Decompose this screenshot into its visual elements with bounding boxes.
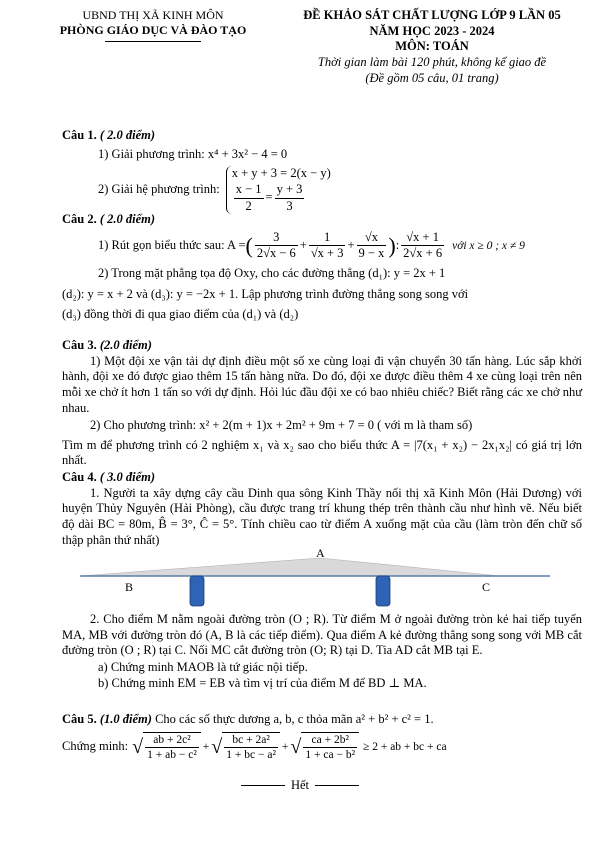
exam-title: ĐỀ KHẢO SÁT CHẤT LƯỢNG LỚP 9 LẦN 05 xyxy=(303,8,561,22)
question-3 xyxy=(62,338,582,469)
system-brace xyxy=(226,166,331,214)
subject: MÔN: TOÁN xyxy=(395,39,469,54)
q1-title: Câu 1. xyxy=(62,128,97,142)
q4-points: ( 3.0 điểm) xyxy=(99,470,156,484)
q5-intro: Cho các số thực dương a, b, c thỏa mãn a² + b² + c² = 1. xyxy=(155,712,434,726)
q4-title: Câu 4. xyxy=(62,470,97,484)
q2-part2-line3: (d₃) đồng thời đi qua giao điểm của (d₁) và (d₂) xyxy=(62,307,299,322)
q3-part2-line1: 2) Cho phương trình: x² + 2(m + 1)x + 2m² + 9m + 7 = 0 ( với m là tham số) xyxy=(90,418,473,433)
q1-part2-label: 2) Giải hệ phương trình: xyxy=(98,182,220,197)
point-c-label: C xyxy=(482,580,491,594)
q4-part2a: a) Chứng minh MAOB là tứ giác nội tiếp. xyxy=(98,659,308,674)
q2-frac-2: $\frac{1}{√x + 3}$ xyxy=(310,229,344,261)
q3-part2-line2: Tìm m để phương trình có 2 nghiệm x₁ và x₂ sao cho biểu thức A = |7(x₁ + x₂) − 2x₁x₂| có giá trị lớn nhất. xyxy=(62,437,582,468)
header-right xyxy=(282,8,582,86)
eq2-right-frac: $\frac{y + 3}{3}$ xyxy=(276,181,303,213)
q5-title: Câu 5. xyxy=(62,712,97,726)
question-5 xyxy=(62,712,582,762)
bridge-truss xyxy=(80,558,500,576)
footer-rule-left xyxy=(241,785,285,786)
header-divider xyxy=(105,41,201,42)
time-limit: Thời gian làm bài 120 phút, không kể giao đề xyxy=(317,54,547,69)
q2-frac-3: $\frac{√x}{9 - x}$ xyxy=(358,229,385,261)
q2-points: ( 2.0 điểm) xyxy=(99,212,156,226)
q5-prove-label: Chứng minh: xyxy=(62,739,129,754)
question-4 xyxy=(62,470,582,548)
footer-rule-right xyxy=(315,785,359,786)
header-left xyxy=(38,8,268,42)
q2-condition: với x ≥ 0 ; x ≠ 9 xyxy=(452,239,525,252)
q2-part2-line2: (d₂): y = x + 2 và (d₃): y = −2x + 1. Lập phương trình đường thẳng song song với xyxy=(62,286,469,301)
q5-rhs: ≥ 2 + ab + bc + ca xyxy=(363,740,447,753)
q2-frac-4: $\frac{√x + 1}{2√x + 6}$ xyxy=(403,229,443,261)
q4-part2: 2. Cho điểm M nằm ngoài đường tròn (O ; R). Từ điểm M ở ngoài đường tròn kẻ hai tiếp tuyến MA, MB với đường tròn đó (A, B là các tiếp điểm). Qua điểm A kẻ đường thẳng song song với MB cắt đường tròn (O ; R) tại C. Nối MC cắt đường tròn (O; R) tại D. Tia AD cắt MB tại E. xyxy=(62,612,582,658)
point-a-label: A xyxy=(316,548,325,560)
q5-points: (1.0 điểm) xyxy=(99,712,152,726)
q4-part1: 1. Người ta xây dựng cây cầu Dinh qua sông Kinh Thầy nối thị xã Kinh Môn (Hải Dương) với huyện Thủy Nguyên (Hải Phòng), cầu được trang trí khung thép trên thành cầu như hình vẽ. Nếu biết độ dài BC = 80m, B̂ = 3°, Ĉ = 5°. Tính chiều cao từ điểm A xuống mặt của cầu (làm tròn đến chữ số thập phân thứ nhất) xyxy=(62,485,582,547)
bridge-diagram xyxy=(30,548,575,618)
question-4-part2 xyxy=(62,612,582,691)
eq2-left-frac: $\frac{x - 1}{2}$ xyxy=(235,181,262,213)
q2-title: Câu 2. xyxy=(62,212,97,226)
department-name: PHÒNG GIÁO DỤC VÀ ĐÀO TẠO xyxy=(59,23,247,37)
q5-inequality: Chứng minh: √ $\frac{\text{ab + 2c²}}{\text{1 + ab − c²}}$ + √ $\frac{\text{bc + 2a²}}{\text{1 + bc − a²}}$ + √ $\frac{\text{ca + 2b²}}{\text{1 + ca − b²}}$ ≥ 2 + ab + bc + ca xyxy=(62,733,447,761)
q5-term-3: $\frac{\text{ca + 2b²}}{\text{1 + ca − b²}}$ xyxy=(301,732,359,763)
q2-part1-label: 1) Rút gọn biểu thức sau: A = xyxy=(98,237,246,252)
q2-part2-line1: 2) Trong mặt phẳng tọa độ Oxy, cho các đường thẳng (d₁): y = 2x + 1 xyxy=(98,265,446,280)
question-1 xyxy=(62,128,582,214)
point-b-label: B xyxy=(125,580,134,594)
q2-frac-1: $\frac{3}{2√x - 6}$ xyxy=(256,229,296,261)
system-eq1: x + y + 3 = 2(x − y) xyxy=(231,166,331,181)
q2-part1: 1) Rút gọn biểu thức sau: A = ( $\frac{3}{2√x - 6}$ + $\frac{1}{√x + 3}$ + $\frac{√x}{9 - x}$ ) : $\frac{√x + 1}{2√x + 6}$ với x ≥ 0 ; x ≠ 9 xyxy=(98,229,525,261)
page-info: (Đề gồm 05 câu, 01 trang) xyxy=(365,70,499,85)
q3-points: (2.0 điểm) xyxy=(99,338,152,352)
q4-part2b: b) Chứng minh EM = EB và tìm vị trí của điểm M để BD ⊥ MA. xyxy=(98,675,427,690)
q1-part2 xyxy=(62,166,582,214)
end-marker: Hết xyxy=(290,778,310,792)
q1-part1: 1) Giải phương trình: x⁴ + 3x² − 4 = 0 xyxy=(98,146,288,161)
bridge-figure xyxy=(30,548,575,618)
school-year: NĂM HỌC 2023 - 2024 xyxy=(369,23,495,38)
q1-points: ( 2.0 điểm) xyxy=(99,128,156,142)
q3-part1: 1) Một đội xe vận tải dự định điều một số xe cùng loại đi vận chuyển 30 tấn hàng. Lúc sắp khởi hành, đội xe đó được giao thêm 15 tấn hàng nữa. Do đó, đội xe được điều thêm 4 xe cùng loại trên nên mỗi xe chở ít hơn 1 tấn so với dự định. Hỏi lúc đầu đội xe có bao nhiêu chiếc? Biết rằng các xe chở như nhau. xyxy=(62,353,582,415)
bridge-pillar-left xyxy=(190,576,204,606)
system-eq2: $\frac{x - 1}{2}$ = $\frac{y + 3}{3}$ xyxy=(235,181,303,213)
bridge-pillar-right xyxy=(376,576,390,606)
q3-title: Câu 3. xyxy=(62,338,97,352)
q5-term-1: $\frac{\text{ab + 2c²}}{\text{1 + ab − c²}}$ xyxy=(143,732,201,763)
district-name: UBND THỊ XÃ KINH MÔN xyxy=(82,8,224,22)
q5-term-2: $\frac{\text{bc + 2a²}}{\text{1 + bc − a²}}$ xyxy=(222,732,280,763)
footer xyxy=(220,778,380,794)
question-2 xyxy=(62,212,582,323)
